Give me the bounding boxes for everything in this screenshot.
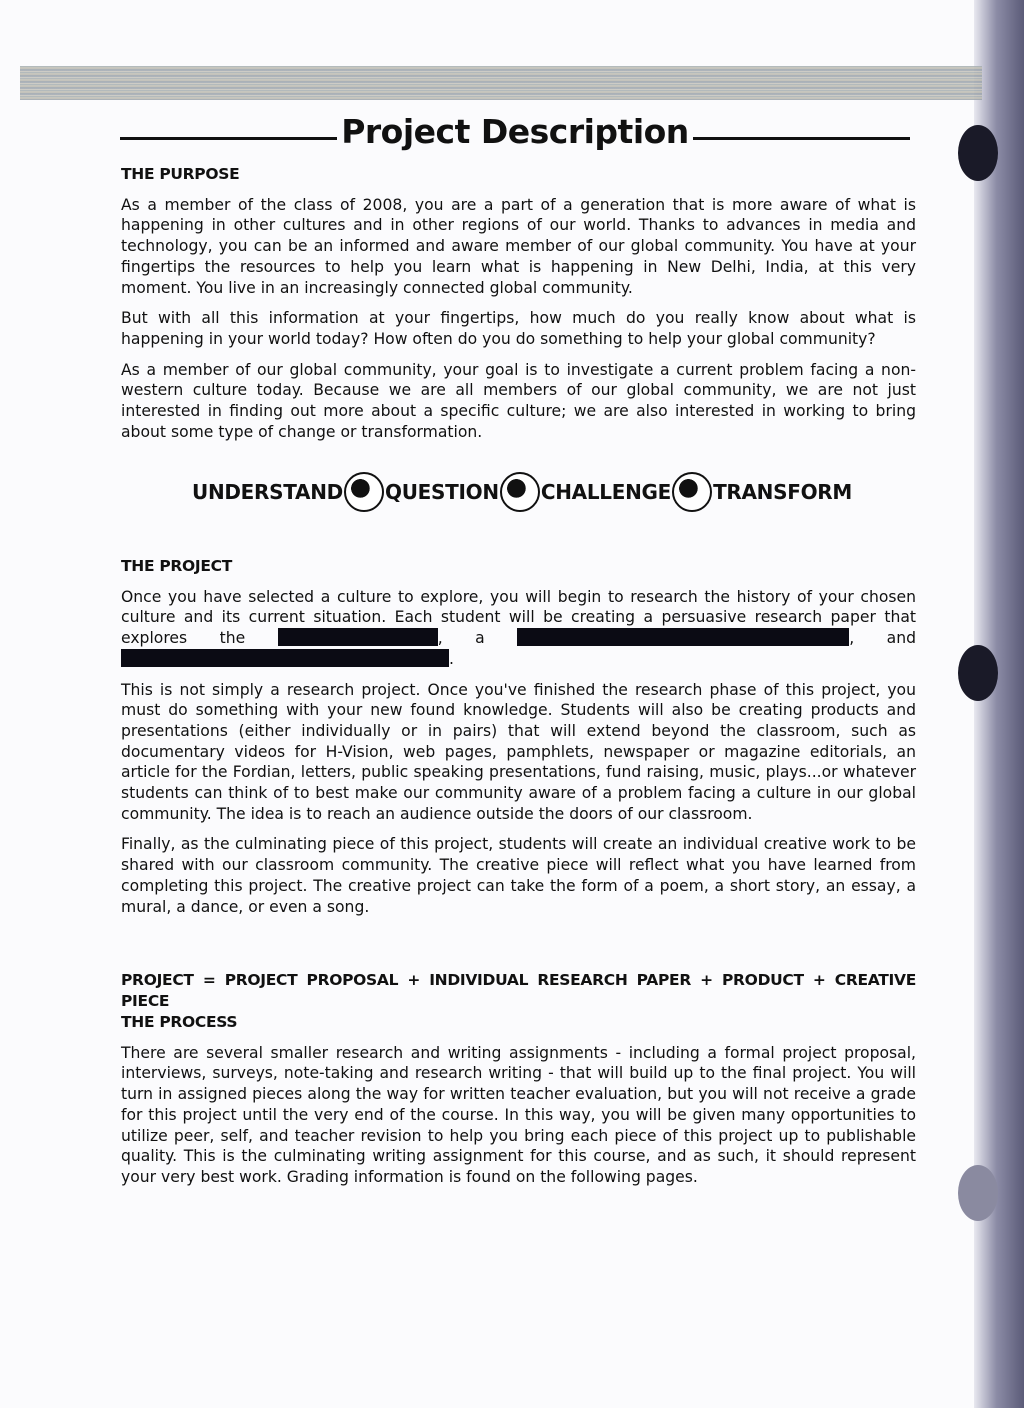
- process-section: [121, 1012, 916, 1198]
- project-equation: PROJECT = PROJECT PROPOSAL + INDIVIDUAL RESEARCH PAPER + PRODUCT + CREATIVE PIECE: [121, 971, 916, 1010]
- text: .: [449, 649, 454, 668]
- motto-row: [192, 472, 852, 512]
- page-title: Project Description: [341, 112, 689, 151]
- punch-hole: [958, 1165, 998, 1221]
- redacted-text: [121, 649, 449, 667]
- punch-hole: [958, 125, 998, 181]
- globe-icon: [500, 472, 540, 512]
- paragraph: As a member of our global community, your goal is to investigate a current problem facing a non-western culture today. Because we are all members of our global community, we are not just interested in finding out more about a specific culture; we are also interested in working to bring about some type of change or transformation.: [121, 360, 916, 441]
- motto-word: CHALLENGE: [540, 480, 671, 504]
- section-heading-project: THE PROJECT: [121, 557, 233, 575]
- title-rule-right: [693, 137, 910, 140]
- paragraph: [121, 587, 916, 670]
- paragraph: There are several smaller research and writing assignments - including a formal project proposal, interviews, surveys, note-taking and research writing - that will build up to the final project. You will turn in assigned pieces along the way for written teacher evaluation, but you will not receive a grade for this project until the very end of the course. In this way, you will be given many opportunities to utilize peer, self, and teacher revision to help you bring each piece of this project up to publishable quality. This is the culminating writing assignment for this course, and as such, it should represent your very best work. Grading information is found on the following pages.: [121, 1043, 916, 1186]
- title-row: [120, 112, 910, 151]
- punch-hole: [958, 645, 998, 701]
- section-heading-purpose: THE PURPOSE: [121, 165, 240, 183]
- motto-word: QUESTION: [385, 480, 499, 504]
- section-heading-process: THE PROCESS: [121, 1013, 238, 1031]
- purpose-section: [121, 164, 916, 452]
- text: , a: [437, 629, 485, 648]
- motto-word: TRANSFORM: [713, 480, 852, 504]
- redacted-text: [278, 628, 438, 646]
- header-band: [20, 66, 982, 100]
- redacted-text: [517, 628, 849, 646]
- paragraph: As a member of the class of 2008, you are a part of a generation that is more aware of what is happening in other cultures and in other regions of our world. Thanks to advances in media and technology, you can be an informed and aware member of our global community. You have at your fingertips the resources to help you learn what is happening in New Delhi, India, at this very moment. You live in an increasingly connected global community.: [121, 195, 916, 297]
- text: , and: [849, 629, 916, 648]
- paragraph: This is not simply a research project. Once you've finished the research phase of this project, you must do something with your new found knowledge. Students will also be creating products and presentations (either individually or in pairs) that will extend beyond the classroom, such as documentary videos for H-Vision, web pages, pamphlets, newspaper or magazine editorials, an article for the Fordian, letters, public speaking presentations, fund raising, music, plays...or whatever students can think of to best make our community aware of a problem facing a culture in our global community. The idea is to reach an audience outside the doors of our classroom.: [121, 680, 916, 823]
- project-section: [121, 556, 916, 927]
- paragraph: Finally, as the culminating piece of this project, students will create an individual creative work to be shared with our classroom community. The creative piece will reflect what you have learned from completing this project. The creative project can take the form of a poem, a short story, an essay, a mural, a dance, or even a song.: [121, 835, 916, 916]
- motto-word: UNDERSTAND: [192, 480, 343, 504]
- globe-icon: [344, 472, 384, 512]
- text: Once you have selected a culture to explore, you will begin to research the history of your chosen culture and its current situation. Each student will be creating a persuasive research paper that explores the: [121, 587, 916, 648]
- globe-icon: [672, 472, 712, 512]
- paragraph: But with all this information at your fingertips, how much do you really know about what is happening in your world today? How often do you do something to help your global community?: [121, 309, 916, 348]
- title-rule-left: [120, 137, 337, 140]
